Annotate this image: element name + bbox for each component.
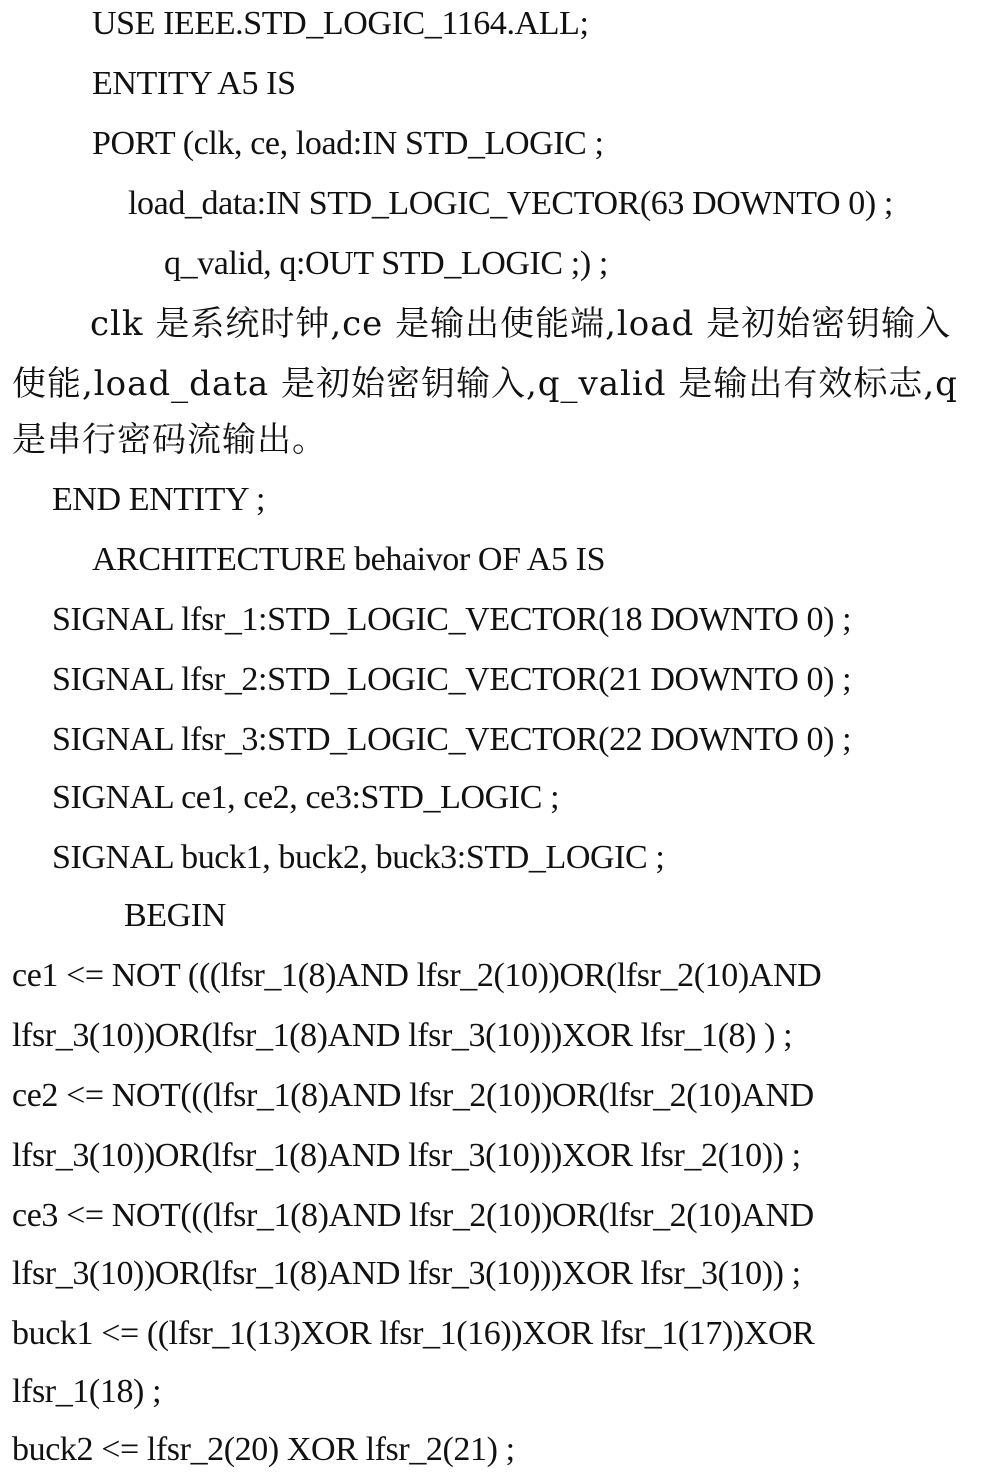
code-line-begin: BEGIN	[124, 897, 226, 934]
code-line-port-load-data: load_data:IN STD_LOGIC_VECTOR(63 DOWNTO 0) ;	[128, 185, 893, 222]
code-line-ce1-part-2: lfsr_3(10))OR(lfsr_1(8)AND lfsr_3(10)))XOR lfsr_1(8) ) ;	[12, 1017, 793, 1054]
description-line-2: 使能,load_data 是初始密钥输入,q_valid 是输出有效标志,q	[12, 364, 958, 404]
code-line-ce1-part-1: ce1 <= NOT (((lfsr_1(8)AND lfsr_2(10))OR(lfsr_2(10)AND	[12, 957, 822, 994]
code-line-signal-ce: SIGNAL ce1, ce2, ce3:STD_LOGIC ;	[52, 779, 560, 816]
code-line-buck1-part-1: buck1 <= ((lfsr_1(13)XOR lfsr_1(16))XOR lfsr_1(17))XOR	[12, 1315, 815, 1352]
code-line-port-outputs: q_valid, q:OUT STD_LOGIC ;) ;	[164, 245, 608, 282]
code-line-ce3-part-2: lfsr_3(10))OR(lfsr_1(8)AND lfsr_3(10)))XOR lfsr_3(10)) ;	[12, 1255, 801, 1292]
code-line-buck2: buck2 <= lfsr_2(20) XOR lfsr_2(21) ;	[12, 1431, 515, 1468]
code-line-signal-buck: SIGNAL buck1, buck2, buck3:STD_LOGIC ;	[52, 839, 665, 876]
code-line-port-clock-inputs: PORT (clk, ce, load:IN STD_LOGIC ;	[92, 125, 604, 162]
code-line-ce3-part-1: ce3 <= NOT(((lfsr_1(8)AND lfsr_2(10))OR(lfsr_2(10)AND	[12, 1197, 814, 1234]
code-line-architecture: ARCHITECTURE behaivor OF A5 IS	[92, 541, 606, 578]
code-line-ce2-part-1: ce2 <= NOT(((lfsr_1(8)AND lfsr_2(10))OR(lfsr_2(10)AND	[12, 1077, 814, 1114]
code-line-signal-lfsr-1: SIGNAL lfsr_1:STD_LOGIC_VECTOR(18 DOWNTO 0) ;	[52, 601, 852, 638]
code-line-signal-lfsr-2: SIGNAL lfsr_2:STD_LOGIC_VECTOR(21 DOWNTO 0) ;	[52, 661, 852, 698]
description-line-1: clk 是系统时钟,ce 是输出使能端,load 是初始密钥输入	[90, 304, 952, 344]
code-line-entity-header: ENTITY A5 IS	[92, 65, 296, 102]
code-line-end-entity: END ENTITY ;	[52, 481, 265, 518]
code-line-buck1-part-2: lfsr_1(18) ;	[12, 1373, 162, 1410]
code-line-ce2-part-2: lfsr_3(10))OR(lfsr_1(8)AND lfsr_3(10)))XOR lfsr_2(10)) ;	[12, 1137, 801, 1174]
description-line-3: 是串行密码流输出。	[12, 420, 327, 460]
code-line-signal-lfsr-3: SIGNAL lfsr_3:STD_LOGIC_VECTOR(22 DOWNTO 0) ;	[52, 721, 852, 758]
code-line-use-clause: USE IEEE.STD_LOGIC_1164.ALL;	[92, 5, 589, 42]
